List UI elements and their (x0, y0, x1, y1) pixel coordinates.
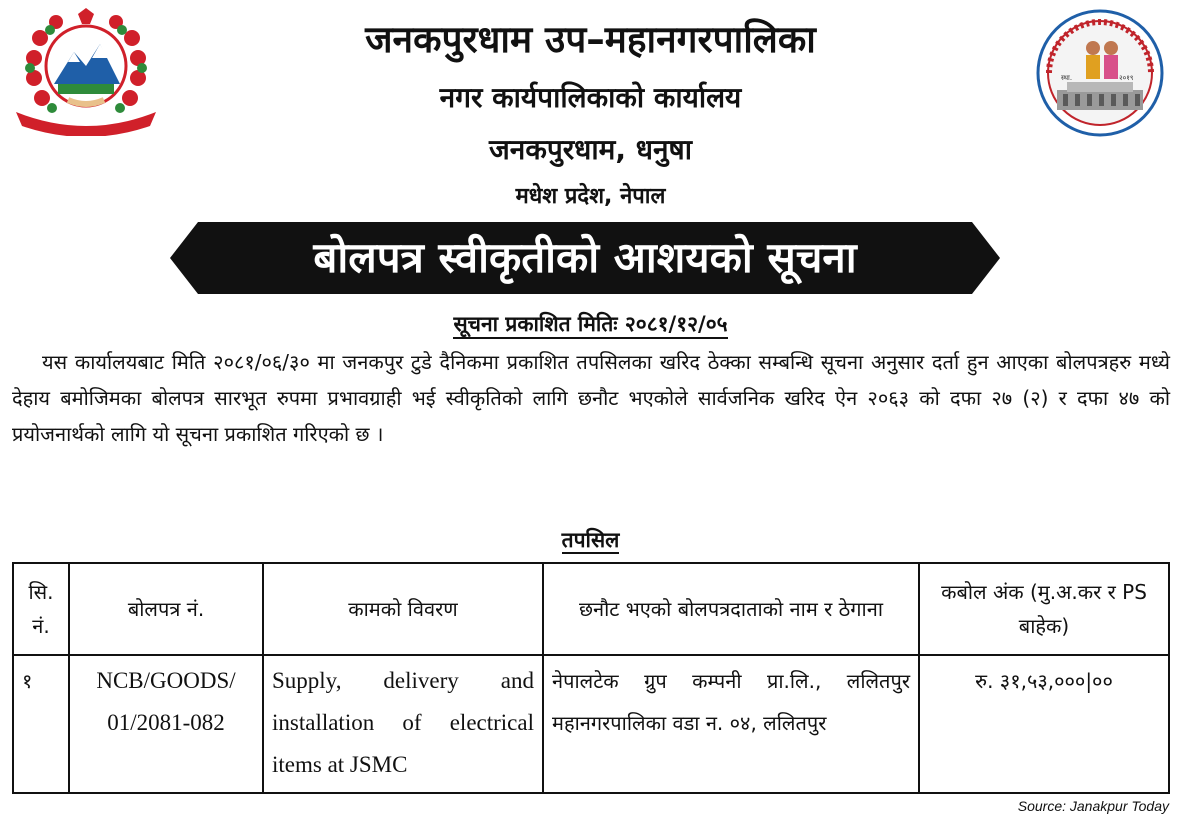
column-header: कबोल अंक (मु.अ.कर र PS बाहेक) (919, 563, 1169, 655)
column-header: बोलपत्र नं. (69, 563, 263, 655)
province-country: मधेश प्रदेश, नेपाल (515, 184, 666, 209)
office-location: जनकपुरधाम, धनुषा (489, 133, 692, 166)
municipality-name: जनकपुरधाम उप–महानगरपालिका (365, 18, 816, 61)
column-header: कामको विवरण (263, 563, 543, 655)
bidder-cell: नेपालटेक ग्रुप कम्पनी प्रा.लि., ललितपुर महानगरपालिका वडा न. ०४, ललितपुर (543, 655, 919, 793)
table-header-row (13, 563, 1169, 655)
logo-est-label: स्था. (1061, 74, 1073, 82)
column-header: छनौट भएको बोलपत्रदाताको नाम र ठेगाना (543, 563, 919, 655)
bid-number-cell: NCB/GOODS/ 01/2081-082 (69, 655, 263, 793)
serial-number-cell: १ (13, 655, 69, 793)
notice-title-banner (170, 222, 1000, 294)
office-name: नगर कार्यपालिकाको कार्यालय (439, 81, 742, 114)
notice-body: यस कार्यालयबाट मिति २०८१/०६/३० मा जनकपुर टुडे दैनिकमा प्रकाशित तपसिलका खरिद ठेक्का सम्बन्धि सूचना अनुसार दर्ता हुन आएका बोलपत्रहरु मध्ये देहाय बमोजिमका बोलपत्र सारभूत रुपमा प्रभावग्राही भई स्वीकृतिको लागि छनौट भएकोले सार्वजनिक खरिद ऐन २०६३ को दफा २७ (२) र दफा ४७ को प्रयोजनार्थको लागि यो सूचना प्रकाशित गरिएको छ । (12, 350, 1170, 446)
details-heading-text: तपसिल (561, 528, 620, 552)
details-heading (0, 526, 1181, 554)
bid-amount-cell: रु. ३१,५३,०००|०० (919, 655, 1169, 793)
bid-table (12, 562, 1170, 794)
column-header: सि. नं. (13, 563, 69, 655)
logo-year: २०१९ (1119, 74, 1134, 82)
source-credit: Source: Janakpur Today (1017, 798, 1169, 814)
work-description-cell: Supply, delivery and installation of electrical items at JSMC (263, 655, 543, 793)
publication-date (0, 310, 1181, 338)
notice-title: बोलपत्र स्वीकृतीको आशयको सूचना (313, 233, 857, 282)
publication-date-text: सूचना प्रकाशित मितिः २०८१/१२/०५ (453, 312, 727, 339)
table-row (13, 655, 1169, 793)
